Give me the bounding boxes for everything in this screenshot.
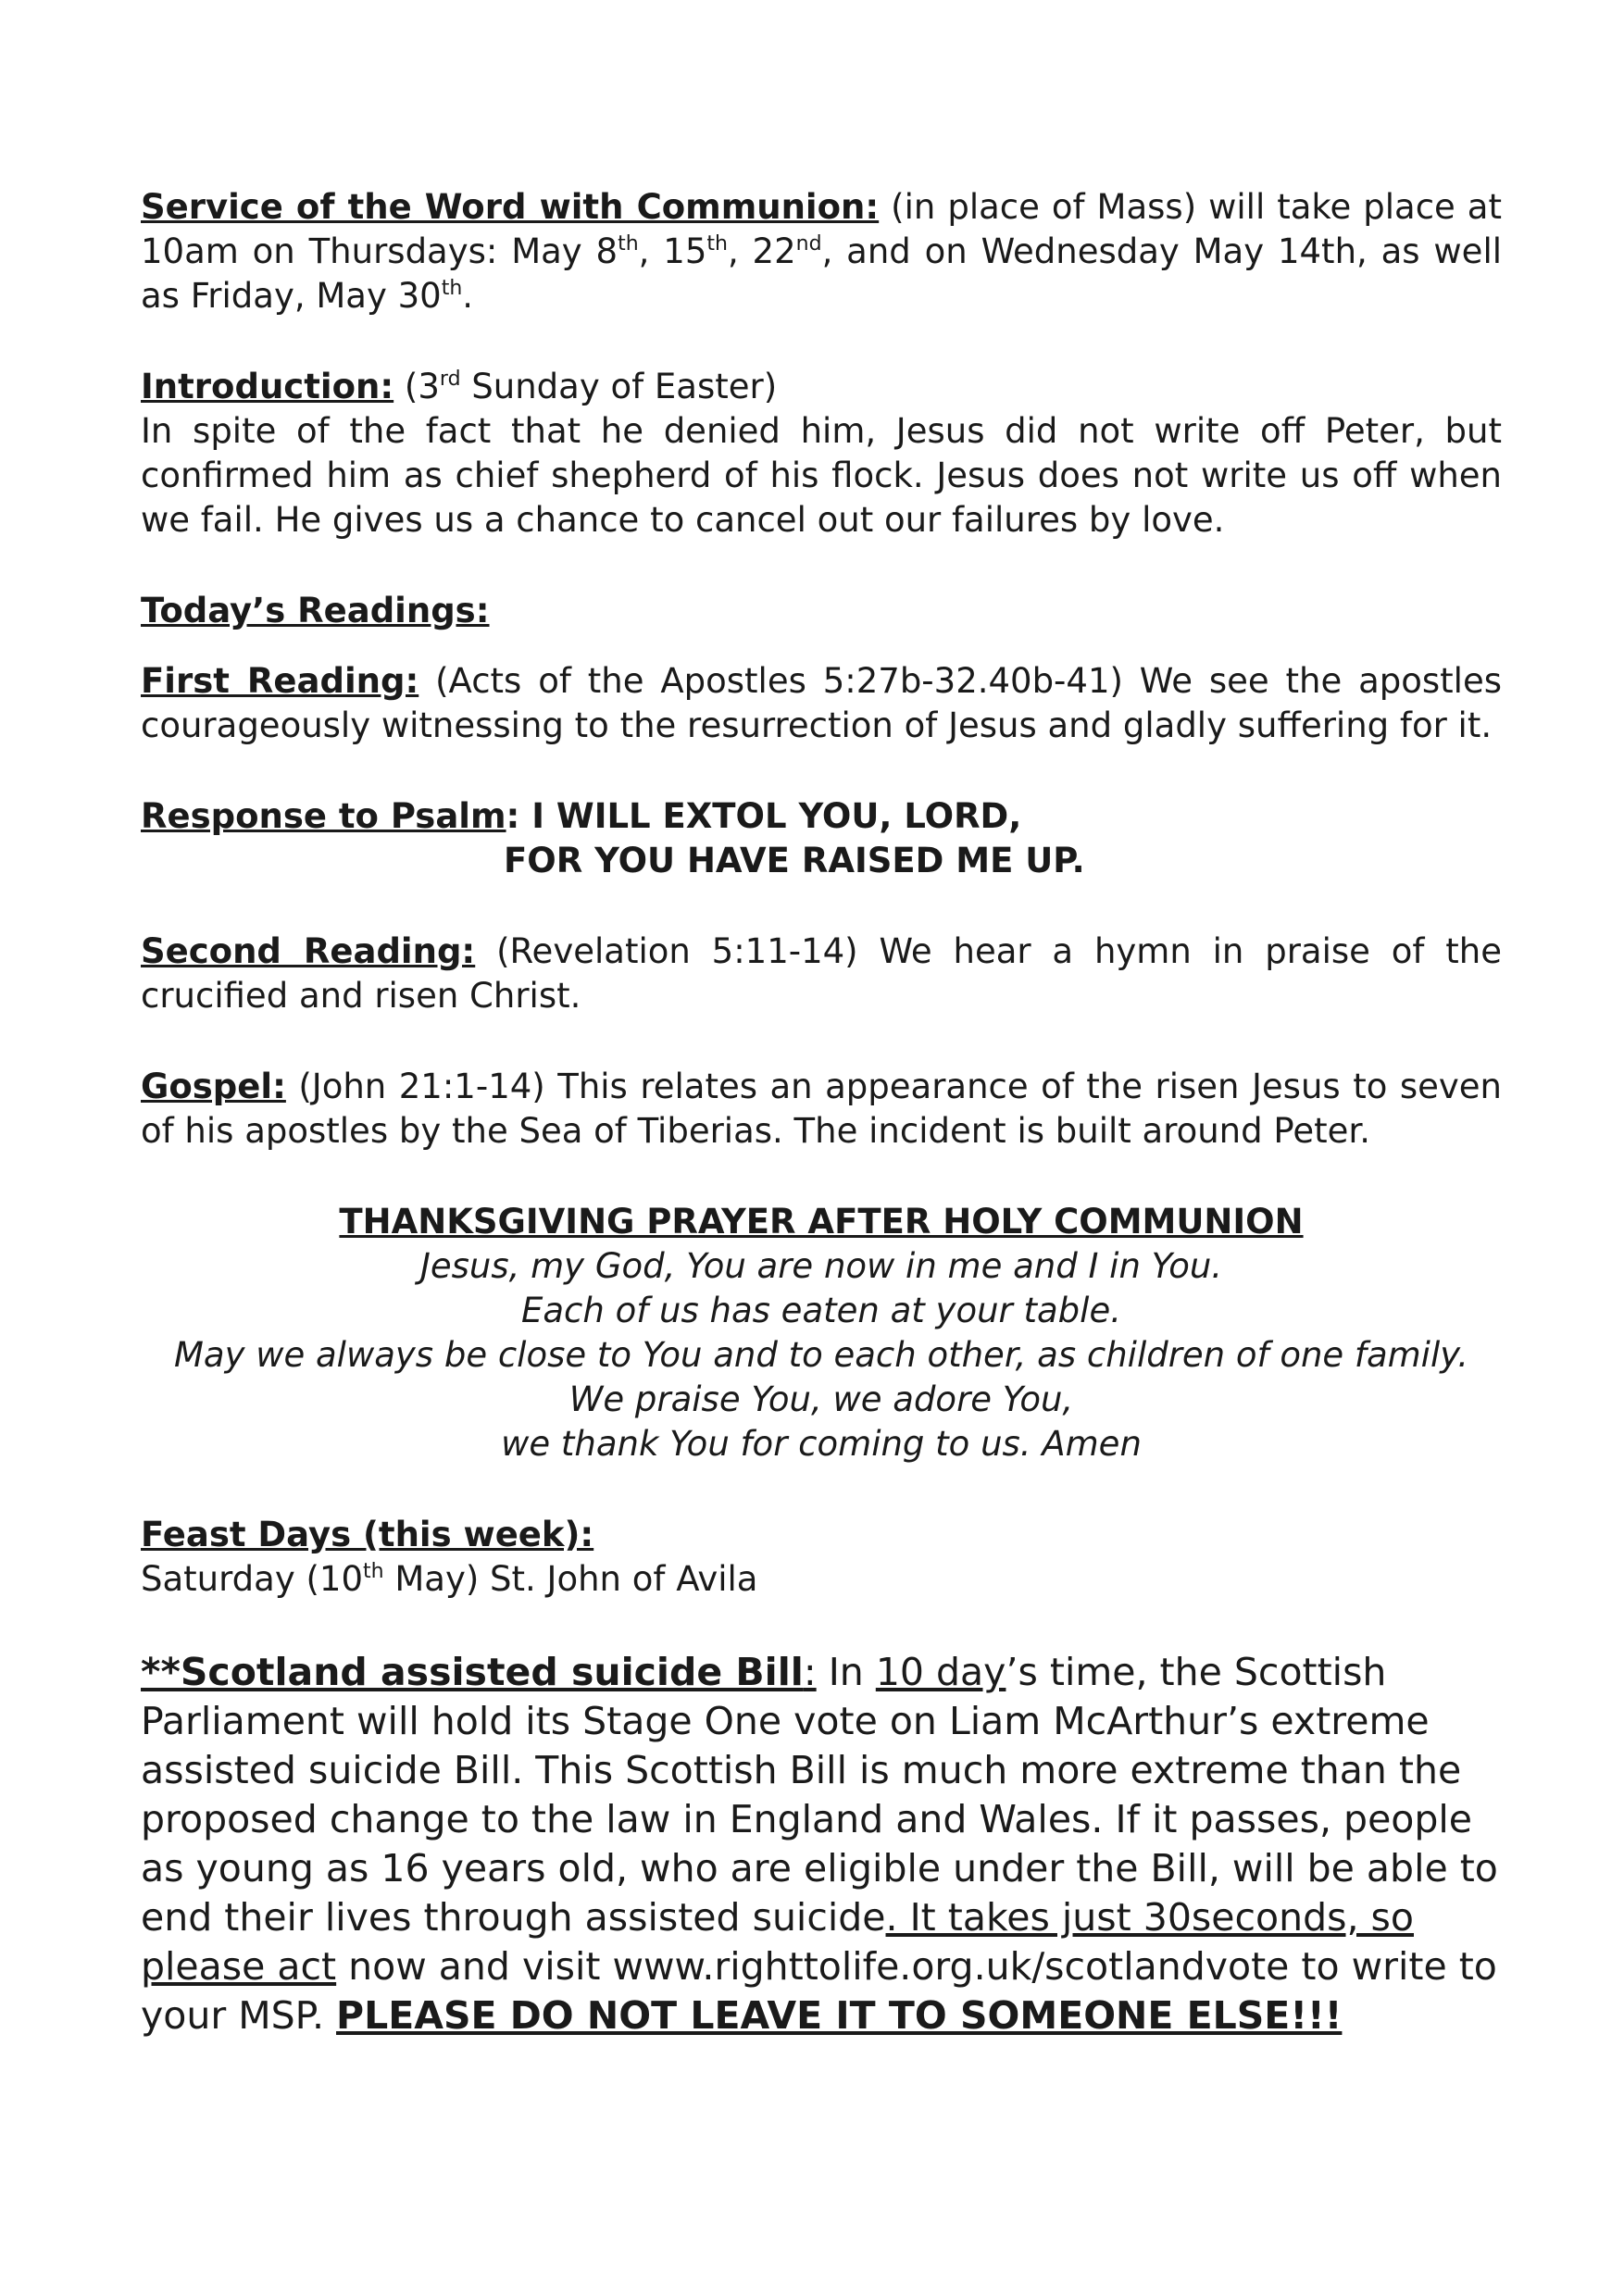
- prayer-line: We praise You, we adore You,: [568, 1379, 1074, 1419]
- feast-line: [141, 1557, 1502, 1602]
- psalm-response-line-1: [141, 794, 1502, 839]
- introduction-text-1: (3: [394, 367, 440, 406]
- service-paragraph: [141, 185, 1502, 318]
- psalm-colon: :: [506, 796, 532, 836]
- introduction-text-2: Sunday of Easter): [460, 367, 778, 406]
- introduction-sup: rd: [439, 368, 461, 391]
- service-text-3: , 22: [727, 231, 796, 271]
- psalm-response-2: FOR YOU HAVE RAISED ME UP.: [504, 841, 1085, 880]
- first-reading-paragraph: [141, 659, 1502, 748]
- scotland-text-2: ’s time, the Scottish Parliament will hold its Stage One vote on Liam McArthur’s extreme assisted suicide Bill. This Scottish Bill is much more extreme than the proposed change to the law in England and Wales. If it passes, people as young as 16 years old, who are eligible under the Bill, will be able to end their lives through assisted suicide: [141, 1650, 1498, 1940]
- gospel-text: (John 21:1-14) This relates an appearance of the risen Jesus to seven of his apostles by the Sea of Tiberias. The incident is built around Peter.: [141, 1067, 1502, 1151]
- first-reading-text: (Acts of the Apostles 5:27b-32.40b-41) We see the apostles courageously witnessing to the resurrection of Jesus and gladly suffering for it.: [141, 661, 1502, 745]
- prayer-line: Jesus, my God, You are now in me and I in You.: [419, 1246, 1223, 1286]
- introduction-body: In spite of the fact that he denied him, Jesus did not write off Peter, but confirmed him as chief shepherd of his flock. Jesus does not write us off when we fail. He gives us a chance to cancel out our failures by love.: [141, 411, 1502, 540]
- second-reading-label: Second Reading:: [141, 931, 476, 971]
- service-text-1: (in place of Mass) will take place at 10am on Thursdays: May 8: [141, 187, 1502, 271]
- second-reading-text: (Revelation 5:11-14) We hear a hymn in praise of the crucified and risen Christ.: [141, 931, 1502, 1016]
- scotland-underline-2: . It takes just 30seconds, so please act: [141, 1895, 1414, 1989]
- feast-sup: th: [363, 1560, 384, 1583]
- service-sup-1: th: [618, 232, 639, 256]
- service-sup-2: th: [706, 232, 728, 256]
- second-reading-paragraph: [141, 930, 1502, 1018]
- scotland-colon: :: [803, 1650, 817, 1694]
- service-text-2: , 15: [638, 231, 707, 271]
- introduction-heading: Introduction:: [141, 367, 394, 406]
- service-sup-3: nd: [795, 232, 822, 256]
- feast-text-1: Saturday (10: [141, 1559, 364, 1599]
- prayer-heading: THANKSGIVING PRAYER AFTER HOLY COMMUNION: [339, 1202, 1304, 1242]
- scotland-text-1: In: [816, 1650, 876, 1694]
- psalm-response-1: I WILL EXTOL YOU, LORD,: [531, 796, 1022, 836]
- service-text-4: , and on Wednesday May 14th, as well as Friday, May 30: [141, 231, 1503, 316]
- service-heading: Service of the Word with Communion:: [141, 187, 880, 227]
- scotland-closing: PLEASE DO NOT LEAVE IT TO SOMEONE ELSE!!!: [336, 1993, 1343, 2038]
- feast-heading: Feast Days (this week):: [141, 1515, 594, 1554]
- introduction-heading-line: [141, 365, 1502, 409]
- scotland-text-3: now and visit www.righttolife.org.uk/scotlandvote to write to your MSP.: [141, 1944, 1497, 2038]
- gospel-paragraph: [141, 1065, 1502, 1154]
- prayer-line: we thank You for coming to us. Amen: [501, 1424, 1142, 1464]
- prayer-line: Each of us has eaten at your table.: [521, 1291, 1121, 1330]
- service-sup-4: th: [441, 277, 463, 300]
- gospel-label: Gospel:: [141, 1067, 286, 1106]
- first-reading-label: First Reading:: [141, 661, 419, 701]
- feast-text-2: May) St. John of Avila: [383, 1559, 758, 1599]
- bulletin-page: [141, 185, 1502, 2040]
- psalm-label: Response to Psalm: [141, 796, 506, 836]
- readings-heading: Today’s Readings:: [141, 591, 490, 630]
- scotland-paragraph: [141, 1648, 1502, 2040]
- prayer-line: May we always be close to You and to each other, as children of one family.: [173, 1335, 1469, 1375]
- scotland-heading: **Scotland assisted suicide Bill: [141, 1650, 804, 1694]
- service-text-5: .: [462, 276, 474, 316]
- scotland-underline-1: 10 day: [875, 1650, 1006, 1694]
